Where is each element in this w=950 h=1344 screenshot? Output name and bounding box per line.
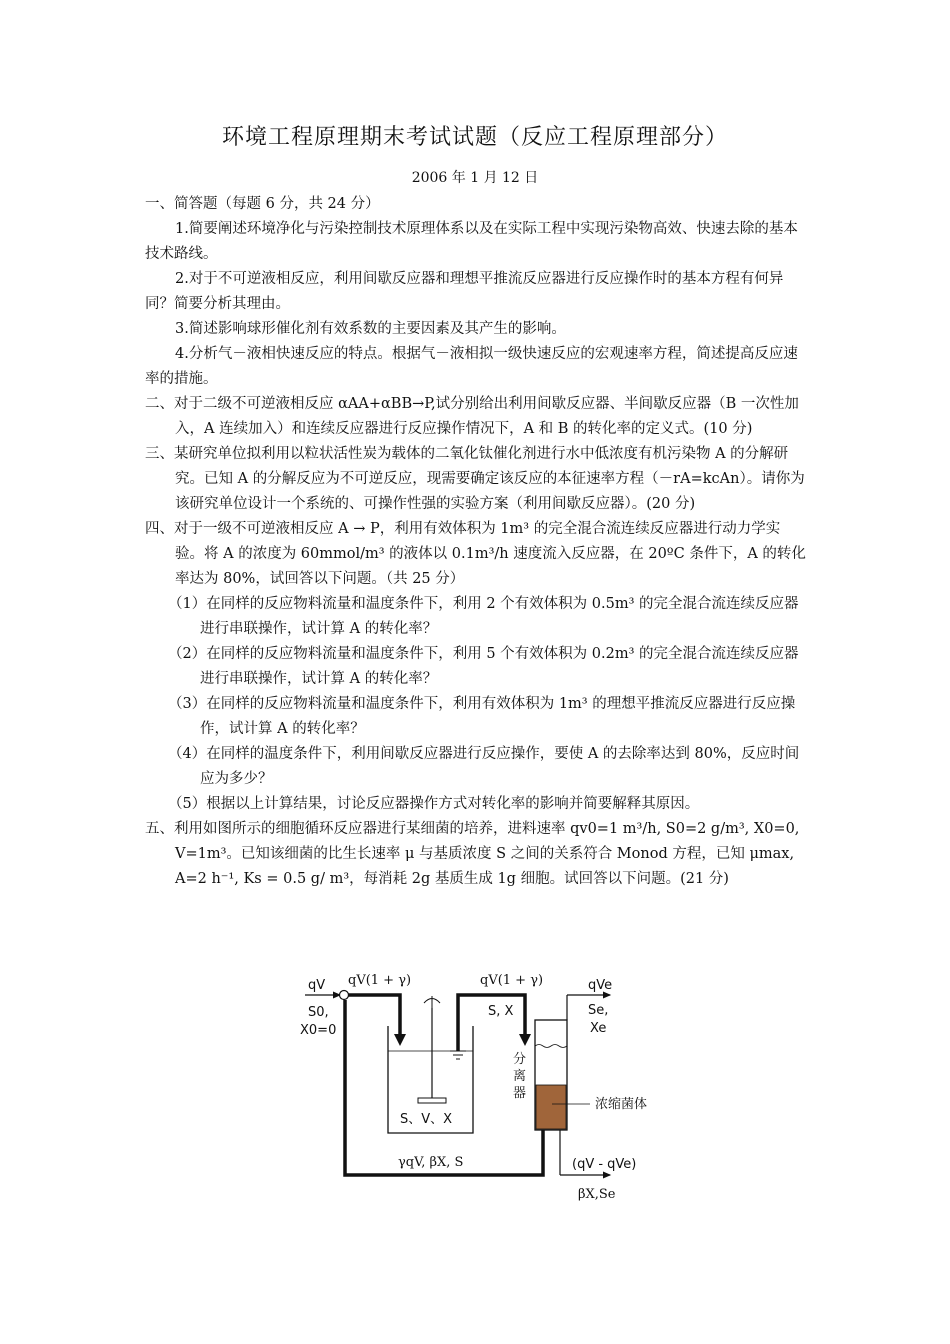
concentrated-biomass [536,1085,566,1129]
exam-content [145,192,807,892]
outflow-concentration-label: S, X [488,1004,514,1019]
question-1-4: 4.分析气－液相快速反应的特点。根据气－液相拟一级快速反应的宏观速率方程，简述提高反应速率的措施。 [145,346,798,387]
section-1-heading: 一、简答题（每题 6 分，共 24 分） [145,196,380,212]
reactor-outflow-label: qV(1 + γ) [480,973,544,988]
waste-flow-label: (qV - qVe) [572,1157,637,1172]
mixing-node [340,991,349,1000]
feed-pipe [348,995,400,1040]
question-5: 五、利用如图所示的细胞循环反应器进行某细菌的培养，进料速率 qv0=1 m³/h, S0=2 g/m³, X0=0, V=1m³。已知该细菌的比生长速率 μ 与基质浓度 S 之间的关系符合 Monod 方程，已知 μmax, A=2 h⁻¹, Ks = 0.5 g/ m³，每消耗 2g 基质生成 1g 细胞。试回答以下问题。(21 分) [145,821,800,887]
effluent-biomass-label: Xe [590,1021,607,1036]
stirrer-motor-icon [424,996,440,1008]
question-2: 二、对于二级不可逆液相反应 αAA+αBB→P,试分别给出利用间歇反应器、半间歇反应器（B 一次性加入，A 连续加入）和连续反应器进行反应操作情况下，A 和 B 的转化率的定义式。(10 分) [145,396,799,437]
question-1-3: 3.简述影响球形催化剂有效系数的主要因素及其产生的影响。 [175,321,566,337]
inlet-substrate-label: S0, [308,1005,329,1020]
concentrated-biomass-label: 浓缩菌体 [595,1097,648,1112]
question-4-3: （3）在同样的反应物料流量和温度条件下，利用有效体积为 1m³ 的理想平推流反应器进行反应操作，试计算 A 的转化率？ [168,696,796,737]
inlet-biomass-label: X0=0 [300,1023,337,1038]
exam-date: 2006 年 1 月 12 日 [411,170,539,186]
question-1-2: 2.对于不可逆液相反应，利用间歇反应器和理想平推流反应器进行反应操作时的基本方程有何异同？简要分析其理由。 [145,271,784,312]
question-4-5: （5）根据以上计算结果，讨论反应器操作方式对转化率的影响并简要解释其原因。 [168,796,700,812]
feed-arrow [394,1034,406,1046]
waste-concentration-label: βX,Se [578,1187,616,1202]
effluent-substrate-label: Se, [588,1003,609,1018]
question-1-1: 1.简要阐述环境净化与污染控制技术原理体系以及在实际工程中实现污染物高效、快速去除的基本技术路线。 [145,221,798,262]
cell-recycle-reactor-diagram [290,968,650,1213]
effluent-flow-label: qVe [588,978,613,993]
question-4: 四、对于一级不可逆液相反应 A → P，利用有效体积为 1m³ 的完全混合流连续反应器进行动力学实验。将 A 的浓度为 60mmol/m³ 的液体以 0.1m³/h 速度流入反应器，在 20ºC 条件下，A 的转化率达为 80%，试回答以下问题。（共 25 分） [145,521,806,587]
question-3: 三、某研究单位拟利用以粒状活性炭为载体的二氧化钛催化剂进行水中低浓度有机污染物 A 的分解研究。已知 A 的分解反应为不可逆反应，现需要确定该反应的本征速率方程（－rA=kcAn）。请你为该研究单位设计一个系统的、可操作性强的实验方案（利用间歇反应器）。(20 分) [145,446,805,512]
feed-flow-label: qV(1 + γ) [348,973,412,988]
ground-icon [450,1051,466,1059]
question-4-4: （4）在同样的温度条件下，利用间歇反应器进行反应操作，要使 A 的去除率达到 80%，反应时间应为多少？ [168,746,800,787]
outlet-arrow [519,1034,531,1046]
separator-label: 分离器 [513,1052,527,1101]
question-4-1: （1）在同样的反应物料流量和温度条件下，利用 2 个有效体积为 0.5m³ 的完全混合流连续反应器进行串联操作，试计算 A 的转化率？ [168,596,799,637]
recycle-stream-label: γqV, βX, S [398,1155,464,1170]
reactor-label: S、V、X [400,1112,453,1127]
stirrer-blade [418,1098,446,1103]
page-title: 环境工程原理期末考试试题（反应工程原理部分） [221,125,728,150]
question-4-2: （2）在同样的反应物料流量和温度条件下，利用 5 个有效体积为 0.2m³ 的完全混合流连续反应器进行串联操作，试计算 A 的转化率？ [168,646,799,687]
inlet-flow-label: qV [308,978,326,993]
